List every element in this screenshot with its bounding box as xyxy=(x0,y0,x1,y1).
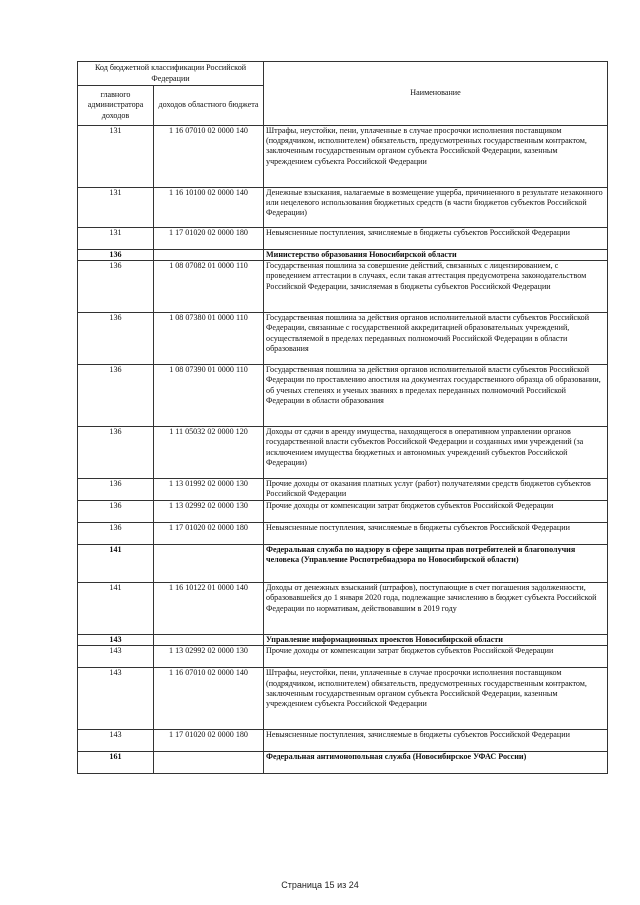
table-row xyxy=(78,523,608,545)
admin-code-cell: 143 xyxy=(78,635,154,646)
name-cell: Государственная пошлина за действия органов исполнительной власти субъектов Российской Федерации по проставлению апостиля на документах государственного образца об образовании, об ученых степенях и ученых званиях в пределах переданных полномочий Российской Федерации в области образования xyxy=(264,365,608,427)
table-row xyxy=(78,228,608,250)
name-cell: Прочие доходы от оказания платных услуг (работ) получателями средств бюджетов субъектов Российской Федерации xyxy=(264,479,608,501)
budget-classification-table xyxy=(77,61,608,774)
admin-code-cell: 131 xyxy=(78,188,154,228)
header-group: Код бюджетной классификации Российской Федерации xyxy=(78,62,264,86)
name-cell: Доходы от денежных взысканий (штрафов), поступающие в счет погашения задолженности, образовавшейся до 1 января 2020 года, подлежащие зачислению в бюджет субъекта Российской Федерации по нормативам, действовавшим в 2019 году xyxy=(264,583,608,635)
income-code-cell xyxy=(154,250,264,261)
income-code-cell xyxy=(154,752,264,774)
income-code-cell: 1 13 02992 02 0000 130 xyxy=(154,501,264,523)
income-code-cell: 1 08 07380 01 0000 110 xyxy=(154,313,264,365)
admin-code-cell: 136 xyxy=(78,501,154,523)
name-cell: Прочие доходы от компенсации затрат бюджетов субъектов Российской Федерации xyxy=(264,501,608,523)
income-code-cell: 1 17 01020 02 0000 180 xyxy=(154,228,264,250)
table-row xyxy=(78,583,608,635)
name-cell: Штрафы, неустойки, пени, уплаченные в случае просрочки исполнения поставщиком (подрядчиком, исполнителем) обязательств, предусмотренных государственным контрактом, заключенным государственным органом субъекта Российской Федерации, казенным учреждением субъекта Российской Федерации xyxy=(264,126,608,188)
admin-code-cell: 131 xyxy=(78,126,154,188)
income-code-cell: 1 08 07390 01 0000 110 xyxy=(154,365,264,427)
table-row xyxy=(78,427,608,479)
table-row xyxy=(78,501,608,523)
income-code-cell: 1 11 05032 02 0000 120 xyxy=(154,427,264,479)
admin-code-cell: 161 xyxy=(78,752,154,774)
income-code-cell: 1 16 07010 02 0000 140 xyxy=(154,126,264,188)
name-cell: Управление информационных проектов Новосибирской области xyxy=(264,635,608,646)
income-code-cell: 1 17 01020 02 0000 180 xyxy=(154,730,264,752)
name-cell: Прочие доходы от компенсации затрат бюджетов субъектов Российской Федерации xyxy=(264,646,608,668)
table-row xyxy=(78,730,608,752)
table-row xyxy=(78,261,608,313)
name-cell: Денежные взыскания, налагаемые в возмещение ущерба, причиненного в результате незаконного или нецелевого использования бюджетных средств (в части бюджетов субъектов Российской Федерации) xyxy=(264,188,608,228)
admin-code-cell: 141 xyxy=(78,545,154,583)
section-row xyxy=(78,545,608,583)
income-code-cell: 1 13 02992 02 0000 130 xyxy=(154,646,264,668)
name-cell: Доходы от сдачи в аренду имущества, находящегося в оперативном управлении органов государственной власти субъектов Российской Федерации и созданных ими учреждений (за исключением имущества бюджетных и автономных учреждений субъектов Российской Федерации) xyxy=(264,427,608,479)
table-row xyxy=(78,313,608,365)
admin-code-cell: 136 xyxy=(78,523,154,545)
admin-code-cell: 136 xyxy=(78,427,154,479)
page-number: Страница 15 из 24 xyxy=(281,880,359,890)
income-code-cell: 1 17 01020 02 0000 180 xyxy=(154,523,264,545)
table-row xyxy=(78,365,608,427)
income-code-cell: 1 16 10122 01 0000 140 xyxy=(154,583,264,635)
income-code-cell xyxy=(154,635,264,646)
admin-code-cell: 136 xyxy=(78,313,154,365)
name-cell: Штрафы, неустойки, пени, уплаченные в случае просрочки исполнения поставщиком (подрядчиком, исполнителем) обязательств, предусмотренных государственным контрактом, заключенным государственным органом субъекта Российской Федерации, казенным учреждением субъекта Российской Федерации xyxy=(264,668,608,730)
income-code-cell: 1 13 01992 02 0000 130 xyxy=(154,479,264,501)
income-code-cell: 1 08 07082 01 0000 110 xyxy=(154,261,264,313)
section-row xyxy=(78,250,608,261)
admin-code-cell: 143 xyxy=(78,646,154,668)
table-row xyxy=(78,479,608,501)
table-row xyxy=(78,188,608,228)
name-cell: Государственная пошлина за действия органов исполнительной власти субъектов Российской Федерации, связанные с государственной аккредитацией образовательных учреждений, осуществляемой в пределах переданных полномочий Российской Федерации в области образования xyxy=(264,313,608,365)
name-cell: Государственная пошлина за совершение действий, связанных с лицензированием, с проведением аттестации в случаях, если такая аттестация предусмотрена законодательством Российской Федерации, зачисляемая в бюджеты субъектов Российской Федерации xyxy=(264,261,608,313)
header-income: доходов областного бюджета xyxy=(154,86,264,126)
name-cell: Невыясненные поступления, зачисляемые в бюджеты субъектов Российской Федерации xyxy=(264,523,608,545)
admin-code-cell: 131 xyxy=(78,228,154,250)
section-row xyxy=(78,635,608,646)
table-body xyxy=(78,126,608,774)
name-cell: Федеральная антимонопольная служба (Новосибирское УФАС России) xyxy=(264,752,608,774)
income-code-cell: 1 16 10100 02 0000 140 xyxy=(154,188,264,228)
admin-code-cell: 141 xyxy=(78,583,154,635)
table-row xyxy=(78,646,608,668)
admin-code-cell: 136 xyxy=(78,250,154,261)
admin-code-cell: 136 xyxy=(78,365,154,427)
admin-code-cell: 136 xyxy=(78,479,154,501)
admin-code-cell: 143 xyxy=(78,730,154,752)
name-cell: Невыясненные поступления, зачисляемые в бюджеты субъектов Российской Федерации xyxy=(264,228,608,250)
header-admin: главного администратора доходов xyxy=(78,86,154,126)
name-cell: Министерство образования Новосибирской области xyxy=(264,250,608,261)
name-cell: Федеральная служба по надзору в сфере защиты прав потребителей и благополучия человека (Управление Роспотребнадзора по Новосибирской области) xyxy=(264,545,608,583)
section-row xyxy=(78,752,608,774)
header-name: Наименование xyxy=(264,62,608,126)
name-cell: Невыясненные поступления, зачисляемые в бюджеты субъектов Российской Федерации xyxy=(264,730,608,752)
admin-code-cell: 136 xyxy=(78,261,154,313)
income-code-cell: 1 16 07010 02 0000 140 xyxy=(154,668,264,730)
income-code-cell xyxy=(154,545,264,583)
admin-code-cell: 143 xyxy=(78,668,154,730)
table-row xyxy=(78,668,608,730)
table-row xyxy=(78,126,608,188)
